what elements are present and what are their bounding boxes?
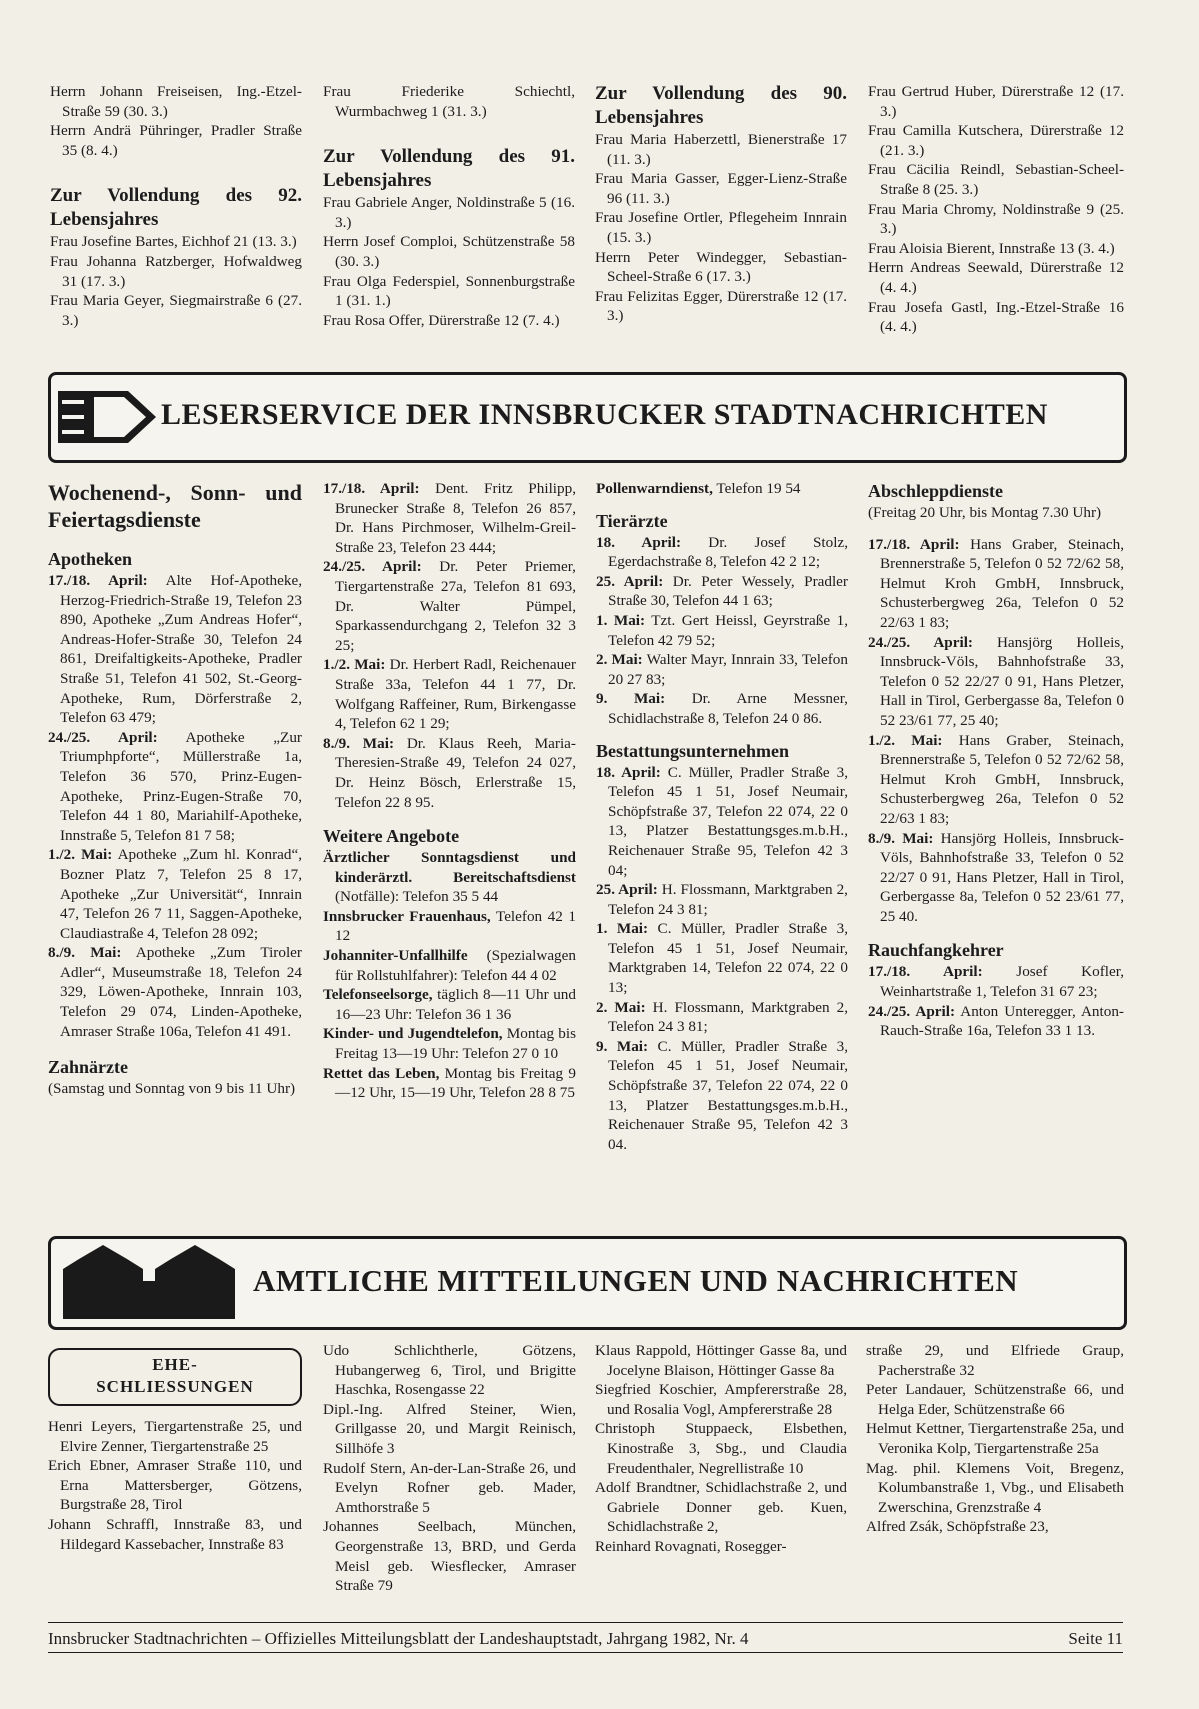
apotheken-heading: Apotheken [48,549,133,569]
service-entry-text: C. Müller, Pradler Straße 3, Telefon 45 1 51, Josef Neumair, Marktgraben 14, Telefon 22 074, 22 0 13; [608,920,848,997]
leserservice-title: LESERSERVICE DER INNSBRUCKER STADTNACHRICHTEN [161,398,1048,431]
marriage-entry: Mag. phil. Klemens Voit, Bregenz, Kolumbanstraße 1, Vbg., und Elisabeth Zwerschina, Grenzstraße 4 [866,1459,1124,1516]
service-entry-date: 1. Mai: [596,611,646,629]
marriage-entry: Udo Schlichtherle, Götzens, Hubangerweg 6, Tirol, und Brigitte Haschka, Rosengasse 22 [323,1342,576,1399]
pollenwarndienst [596,479,848,499]
service-entry [596,650,848,689]
service-entry-text: Hansjörg Holleis, Innsbruck-Völs, Bahnhofstraße 33, Telefon 0 52 22/27 0 91, Hans Pletzer, Hall in Tirol, Gerbergasse 8a, Telefon 0 52 23/61 77, 25 40. [880,829,1124,925]
service-entry-text: Dr. Peter Priemer, Tiergartenstraße 27a, Telefon 81 693, Dr. Walter Pümpel, Sparkassendurchgang 2, Telefon 32 3 25; [335,558,576,654]
birthday-entry: Herrn Andrä Pühringer, Pradler Straße 35 (8. 4.) [50,122,302,159]
marriage-entry: Reinhard Rovagnati, Rosegger- [595,1537,787,1555]
pollen-text: Telefon 19 54 [712,480,801,497]
service-entry [596,880,848,919]
section-heading-91: Zur Vollendung des 91. Lebensjahres [323,146,575,192]
marriage-entry: straße 29, und Elfriede Graup, Pacherstraße 32 [866,1342,1124,1379]
ehe-column-1 [48,1417,302,1554]
birthday-entry: Frau Johanna Ratzberger, Hofwaldweg 31 (17. 3.) [50,252,302,290]
service-entry-text: Alte Hof-Apotheke, Herzog-Friedrich-Straße 19, Telefon 23 890, Apotheke „Zum Andreas Hofer“, Andreas-Hofer-Straße 30, Telefon 24 861, Dreifaltigkeits-Apotheke, Pradler Straße 51, Telefon 41 502, St.-Georg-Apotheke, Rum, Dörferstraße 2, Telefon 63 479; [60,572,302,727]
marriage-entry: Adolf Brandtner, Schidlachstraße 2, und Gabriele Donner geb. Kuen, Schidlachstraße 2, [595,1479,847,1536]
service-entry [596,998,848,1037]
service-entry-text: Apotheke „Zum Tiroler Adler“, Museumstraße 18, Telefon 24 329, Löwen-Apotheke, Innrain 103, Telefon 29 074, Linden-Apotheke, Amraser Straße 106a, Telefon 41 491. [60,944,302,1040]
ehe-column-3 [595,1341,847,1557]
service-entry-date: Kinder- und Jugendtelefon, [323,1025,503,1043]
service-entry-text: Walter Mayr, Innrain 33, Telefon 20 27 83; [608,651,848,688]
service-entry-text: Hans Graber, Steinach, Brennerstraße 5, Telefon 0 52 72/62 58, Helmut Kroh GmbH, Innsbruck, Schusterbergweg 26a, Telefon 0 52 22/63 1 83; [880,535,1124,631]
service-entry [596,919,848,997]
service-entry-date: 18. April: [596,533,682,551]
service-entry-text: Dr. Josef Stolz, Egerdachstraße 8, Telefon 42 2 12; [608,533,848,571]
apotheken-list [48,571,302,1041]
service-column-2 [323,479,576,1103]
service-entry-text: H. Flossmann, Marktgraben 2, Telefon 24 3 81; [608,881,848,918]
service-entry-date: 1./2. Mai: [48,846,113,864]
marriage-entry: Henri Leyers, Tiergartenstraße 25, und Elvire Zenner, Tiergartenstraße 25 [48,1418,302,1455]
service-entry [323,557,576,655]
service-entry-date: 17./18. April: [868,535,960,553]
marriage-entry: Klaus Rappold, Höttinger Gasse 8a, und Jocelyne Blaison, Höttinger Gasse 8a [595,1342,847,1379]
service-entry-text: C. Müller, Pradler Straße 3, Telefon 45 1 51, Josef Neumair, Schöpfstraße 37, Telefon 22 074, 22 0 13, Platzer Bestattungsges.m.b.H., Reichenauer Straße 95, Telefon 42 3 04; [608,763,848,879]
service-entry-date: 24./25. April: [323,558,422,576]
rauchfang-heading: Rauchfangkehrer [868,940,1004,961]
service-entry-text: Dr. Klaus Reeh, Maria-Theresien-Straße 49, Telefon 24 027, Dr. Heinz Bösch, Erlerstraße 15, Telefon 22 8 95. [335,734,576,811]
service-entry-text: Dent. Fritz Philipp, Brunecker Straße 8, Telefon 26 857, Dr. Hans Pirchmoser, Wilhelm-Greil-Straße 23, Telefon 23 444; [335,480,576,556]
birthday-entry: Frau Josefa Gastl, Ing.-Etzel-Straße 16 (4. 4.) [868,298,1124,336]
service-entry [596,689,848,728]
ehe-label-line2: SCHLIESSUNGEN [96,1377,254,1396]
marriage-entry: Peter Landauer, Schützenstraße 66, und Helga Eder, Schützenstraße 66 [866,1381,1124,1418]
birthday-entry: Frau Felizitas Egger, Dürerstraße 12 (17. 3.) [595,287,847,325]
service-column-4 [868,479,1124,1041]
abschlepp-heading: Abschleppdienste [868,481,1004,501]
birthday-column-2 [323,82,575,330]
service-entry-date: 24./25. April: [48,728,158,746]
marriage-entry: Johannes Seelbach, München, Georgenstraße 13, BRD, und Gerda Meisl geb. Wiesflecker, Amraser Straße 79 [323,1518,576,1595]
service-entry-text: (Spezialwagen für Rollstuhlfahrer): Telefon 44 4 02 [335,947,576,984]
birthday-entry: Herrn Josef Comploi, Schützenstraße 58 (30. 3.) [323,233,575,270]
service-entry-date: 25. April: [596,881,658,899]
service-entry [323,479,576,557]
weitere-angebote-heading: Weitere Angebote [323,826,460,847]
service-entry-date: 9. Mai: [596,690,666,708]
main-heading: Wochenend-, Sonn- und Feiertagsdienste [48,480,302,532]
marriage-entry: Christoph Stuppaeck, Elsbethen, Kinostraße 3, Sbg., und Claudia Freudenthaler, Negrellistraße 10 [595,1420,847,1477]
service-column-1 [48,479,302,1099]
service-entry-date: 17./18. April: [323,480,420,497]
marriage-entry: Johann Schraffl, Innstraße 83, und Hildegard Kassebacher, Innstraße 83 [48,1515,302,1553]
tieraerzte-heading: Tierärzte [596,510,668,531]
birthday-entry: Herrn Johann Freiseisen, Ing.-Etzel-Straße 59 (30. 3.) [50,83,302,120]
service-entry [596,611,848,650]
birthday-entry: Frau Maria Gasser, Egger-Lienz-Straße 96 (11. 3.) [595,170,847,207]
bestattung-list [596,763,848,1155]
service-entry [323,1024,576,1063]
service-entry-date: 25. April: [596,572,664,590]
marriage-entry: Dipl.-Ing. Alfred Steiner, Wien, Grillgasse 20, und Margit Reinisch, Sillhöfe 3 [323,1400,576,1457]
zahnaerzte-note: (Samstag und Sonntag von 9 bis 11 Uhr) [48,1080,296,1098]
service-entry-date: 1./2. Mai: [323,656,386,674]
service-entry-date: 17./18. April: [868,963,983,981]
amtliche-banner [48,1236,1127,1330]
section-heading-92: Zur Vollendung des 92. Lebensjahres [50,185,302,231]
pollen-entry [596,479,848,499]
service-entry [868,535,1124,633]
weitere-angebote-list [323,848,576,1103]
service-entry-text: Anton Unteregger, Anton-Rauch-Straße 16a, Telefon 33 1 13. [880,1002,1124,1040]
section-heading-90: Zur Vollendung des 90. Lebensjahres [595,83,847,128]
footer-rule-bottom [48,1652,1123,1653]
service-entry [48,845,302,943]
marriage-entry: Erich Ebner, Amraser Straße 110, und Erna Mattersberger, Götzens, Burgstraße 28, Tirol [48,1457,302,1514]
service-entry [323,734,576,812]
service-entry [868,829,1124,927]
birthday-entry: Frau Maria Geyer, Siegmairstraße 6 (27. 3.) [50,292,302,329]
amtliche-title: AMTLICHE MITTEILUNGEN UND NACHRICHTEN [253,1263,1019,1298]
birthday-entry: Frau Friederike Schiechtl, Wurmbachweg 1 (31. 3.) [323,83,575,120]
service-entry-text: Dr. Herbert Radl, Reichenauer Straße 33a, Telefon 44 1 77, Dr. Wolfgang Raffeiner, Rum, Birkengasse 4, Telefon 62 1 29; [335,656,576,733]
service-entry [323,907,576,946]
service-entry-date: Rettet das Leben, [323,1064,440,1082]
city-roofs-icon [59,1241,249,1321]
service-entry-date: Ärztlicher Sonntagsdienst und kinderärztl. Bereitschaftsdienst [323,849,576,886]
service-entry-date: 24./25. April: [868,633,973,651]
birthday-column-4 [868,82,1124,337]
service-entry [596,533,848,572]
abschlepp-list [868,535,1124,927]
service-entry-date: Telefonseelsorge, [323,986,433,1004]
service-entry-date: 8./9. Mai: [323,734,395,752]
service-entry [868,1002,1124,1041]
service-entry [323,1064,576,1103]
service-entry-text: Apotheke „Zur Triumphpforte“, Müllerstraße 1a, Telefon 36 570, Prinz-Eugen-Apotheke, Prinz-Eugen-Straße 70, Telefon 44 1 80, Mariahilf-Apotheke, Innstraße 5, Telefon 81 7 58; [60,728,302,844]
service-entry-date: 17./18. April: [48,572,148,589]
marriage-entry: Helmut Kettner, Tiergartenstraße 25a, und Veronika Kolp, Tiergartenstraße 25a [866,1420,1124,1457]
service-entry-text: täglich 8—11 Uhr und 16—23 Uhr: Telefon 36 1 36 [335,986,576,1023]
service-entry [323,848,576,907]
footer-rule-top [48,1622,1123,1623]
service-entry-date: 1. Mai: [596,920,649,938]
service-entry [868,633,1124,731]
birthday-entry: Herrn Peter Windegger, Sebastian-Scheel-Straße 6 (17. 3.) [595,248,847,286]
service-entry-text: Tzt. Gert Heissl, Geyrstraße 1, Telefon 42 79 52; [608,611,848,649]
birthday-entry: Frau Josefine Ortler, Pflegeheim Innrain (15. 3.) [595,209,847,246]
service-entry-text: Montag bis Freitag 9—12 Uhr, 15—19 Uhr, Telefon 28 8 75 [335,1064,576,1102]
service-entry-text: Telefon 42 1 12 [335,907,576,945]
pollen-label: Pollenwarndienst, [596,480,713,497]
bestattung-heading: Bestattungsunternehmen [596,740,790,761]
service-entry-text: Josef Kofler, Weinhartstraße 1, Telefon 31 67 23; [880,963,1124,1001]
zahnaerzte-heading: Zahnärzte [48,1057,128,1078]
service-entry [48,943,302,1041]
service-entry [323,946,576,985]
service-entry-date: Innsbrucker Frauenhaus, [323,907,491,925]
birthday-entry: Frau Cäcilia Reindl, Sebastian-Scheel-Straße 8 (25. 3.) [868,161,1124,198]
service-entry [48,571,302,728]
service-entry [48,728,302,846]
service-entry [868,962,1124,1001]
service-entry-date: 9. Mai: [596,1037,649,1055]
service-column-3 [596,479,848,1154]
birthday-entry: Frau Maria Haberzettl, Bienerstraße 17 (11. 3.) [595,131,847,168]
tieraerzte-list [596,533,848,729]
service-entry-text: Apotheke „Zum hl. Konrad“, Bozner Platz 7, Telefon 25 8 17, Apotheke „Zur Universität“, Innrain 47, Telefon 26 7 11, Saggen-Apotheke, Claudiastraße 4, Telefon 28 092; [60,846,303,942]
marriage-entry: Rudolf Stern, An-der-Lan-Straße 26, und Evelyn Rofner geb. Mader, Amthorstraße 5 [323,1459,576,1516]
birthday-entry: Frau Camilla Kutschera, Dürerstraße 12 (21. 3.) [868,122,1124,159]
zahnaerzte-list [323,479,576,812]
leserservice-banner [48,372,1127,463]
service-entry-text: C. Müller, Pradler Straße 3, Telefon 45 1 51, Josef Neumair, Schöpfstraße 37, Telefon 22 074, 22 0 13, Platzer Bestattungsges.m.b.H., Reichenauer Straße 95, Telefon 42 3 04. [608,1037,848,1153]
service-entry [323,985,576,1024]
birthday-column-1 [50,82,302,330]
birthday-entry: Frau Gabriele Anger, Noldinstraße 5 (16. 3.) [323,194,575,231]
service-entry [868,731,1124,829]
footer-publication: Innsbrucker Stadtnachrichten – Offizielles Mitteilungsblatt der Landeshauptstadt, Jahrgang 1982, Nr. 4 [48,1629,749,1648]
birthday-entry: Frau Olga Federspiel, Sonnenburgstraße 1 (31. 1.) [323,272,575,310]
service-entry-date: Johanniter-Unfallhilfe [323,947,468,965]
service-entry-date: 2. Mai: [596,651,643,669]
ehe-column-2 [323,1341,576,1596]
birthday-column-3 [595,82,847,326]
service-entry-date: 1./2. Mai: [868,731,943,749]
service-entry-text: Hansjörg Holleis, Innsbruck-Völs, Bahnhofstraße 33, Telefon 0 52 22/27 0 91, Hans Pletzer, Hall in Tirol, Gerbergasse 8a, Telefon 0 52 23/61 77, 25 40; [880,633,1124,729]
service-entry-date: 24./25. April: [868,1002,956,1020]
abschlepp-note: (Freitag 20 Uhr, bis Montag 7.30 Uhr) [868,504,1102,521]
ehe-label-box [48,1348,302,1406]
service-entry-text: Dr. Peter Wessely, Pradler Straße 30, Telefon 44 1 63; [608,572,848,610]
ehe-label-line1: EHE- [152,1355,198,1374]
service-entry-date: 18. April: [596,763,661,781]
marriage-entry: Alfred Zsák, Schöpfstraße 23, [866,1518,1049,1536]
service-entry [596,572,848,611]
birthday-entry: Frau Josefine Bartes, Eichhof 21 (13. 3.) [50,233,297,251]
service-entry-text: (Notfälle): Telefon 35 5 44 [335,888,499,906]
service-entry [323,655,576,733]
birthday-entry: Frau Aloisia Bierent, Innstraße 13 (3. 4.) [868,239,1115,257]
service-entry-date: 2. Mai: [596,998,646,1016]
service-entry-date: 8./9. Mai: [868,829,934,847]
rauchfang-list [868,962,1124,1040]
marriage-entry: Siegfried Koschier, Ampfererstraße 28, und Rosalia Vogl, Ampfererstraße 28 [595,1381,847,1418]
service-entry-text: H. Flossmann, Marktgraben 2, Telefon 24 3 81; [608,998,848,1036]
service-entry-date: 8./9. Mai: [48,944,122,962]
birthday-entry: Frau Gertrud Huber, Dürerstraße 12 (17. 3.) [868,83,1124,120]
footer-page-number: Seite 11 [1068,1629,1123,1648]
birthday-entry: Herrn Andreas Seewald, Dürerstraße 12 (4. 4.) [868,259,1124,296]
leserservice-logo-icon [58,387,158,447]
birthday-entry: Frau Maria Chromy, Noldinstraße 9 (25. 3.) [868,200,1124,238]
service-entry [596,763,848,881]
ehe-column-4 [866,1341,1124,1537]
birthday-entry: Frau Rosa Offer, Dürerstraße 12 (7. 4.) [323,311,560,329]
service-entry-text: Montag bis Freitag 13—19 Uhr: Telefon 27 0 10 [335,1025,576,1063]
service-entry-text: Dr. Arne Messner, Schidlachstraße 8, Telefon 24 0 86. [608,690,848,727]
service-entry-text: Hans Graber, Steinach, Brennerstraße 5, Telefon 0 52 72/62 58, Helmut Kroh GmbH, Innsbruck, Schusterbergweg 26a, Telefon 0 52 22/63 1 83; [880,731,1124,827]
service-entry [596,1037,848,1155]
